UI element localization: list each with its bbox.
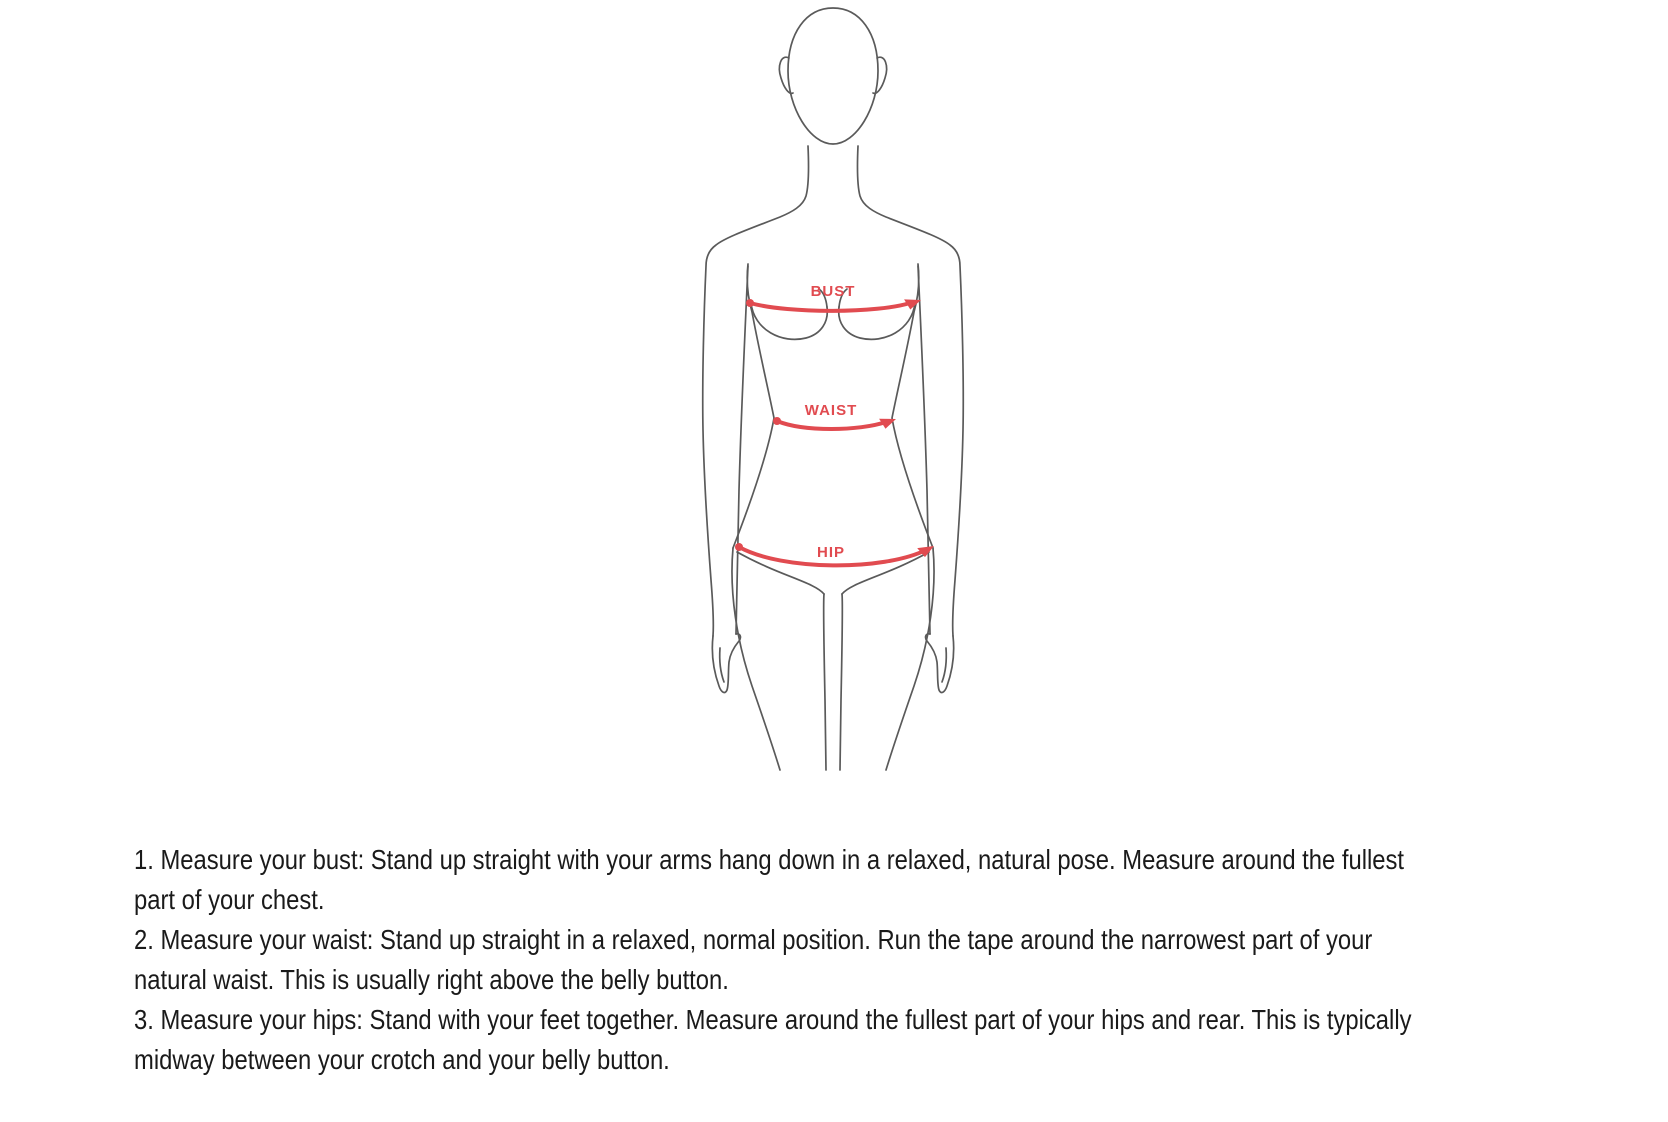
- left-hip-curve: [737, 552, 824, 594]
- instruction-line: midway between your crotch and your belly button.: [134, 1044, 670, 1075]
- hip-label: HIP: [816, 544, 846, 561]
- body-measurement-diagram: [640, 0, 980, 778]
- right-leg-outline: [886, 548, 934, 770]
- right-hand: [926, 634, 954, 693]
- waist-label: WAIST: [804, 402, 858, 419]
- instruction-line: 3. Measure your hips: Stand with your feet together. Measure around the fullest part of your hips and rear. This is typically: [134, 1004, 1412, 1035]
- figure-svg: [640, 0, 980, 778]
- waist-arrow-dot: [773, 417, 781, 425]
- right-ear: [873, 57, 887, 93]
- instruction-line: 1. Measure your bust: Stand up straight with your arms hang down in a relaxed, natural pose. Measure around the fullest: [134, 844, 1405, 875]
- left-leg-outline: [732, 548, 780, 770]
- figure-head: [788, 8, 878, 144]
- instruction-line: natural waist. This is usually right above the belly button.: [134, 964, 729, 995]
- inner-leg-left-line: [824, 594, 826, 770]
- waist-arrow-head: [879, 414, 898, 430]
- instruction-line: 2. Measure your waist: Stand up straight in a relaxed, normal position. Run the tape around the narrowest part of your: [134, 924, 1373, 955]
- left-inner-arm: [736, 266, 748, 634]
- left-ear: [779, 57, 793, 93]
- figure-outline: [703, 8, 964, 770]
- waist-arrow-line: [777, 421, 886, 429]
- right-inner-arm: [918, 266, 930, 634]
- bust-measurement: [746, 283, 923, 311]
- measurement-instructions: [134, 840, 1579, 1080]
- left-hand: [712, 634, 740, 693]
- inner-leg-right-line: [840, 594, 842, 770]
- bust-label: BUST: [810, 283, 856, 300]
- right-hand-finger-line: [942, 648, 946, 682]
- left-hand-finger-line: [720, 648, 724, 682]
- bust-arrow-dot: [746, 299, 754, 307]
- instruction-item-hips: [134, 1000, 1579, 1080]
- waist-measurement: [773, 402, 898, 430]
- instruction-item-bust: [134, 840, 1579, 920]
- bust-arrow-line: [750, 303, 910, 311]
- hip-arrow-dot: [735, 543, 743, 551]
- right-hip-curve: [842, 552, 929, 594]
- hip-measurement: [735, 541, 937, 565]
- instruction-item-waist: [134, 920, 1579, 1000]
- instruction-line: part of your chest.: [134, 884, 325, 915]
